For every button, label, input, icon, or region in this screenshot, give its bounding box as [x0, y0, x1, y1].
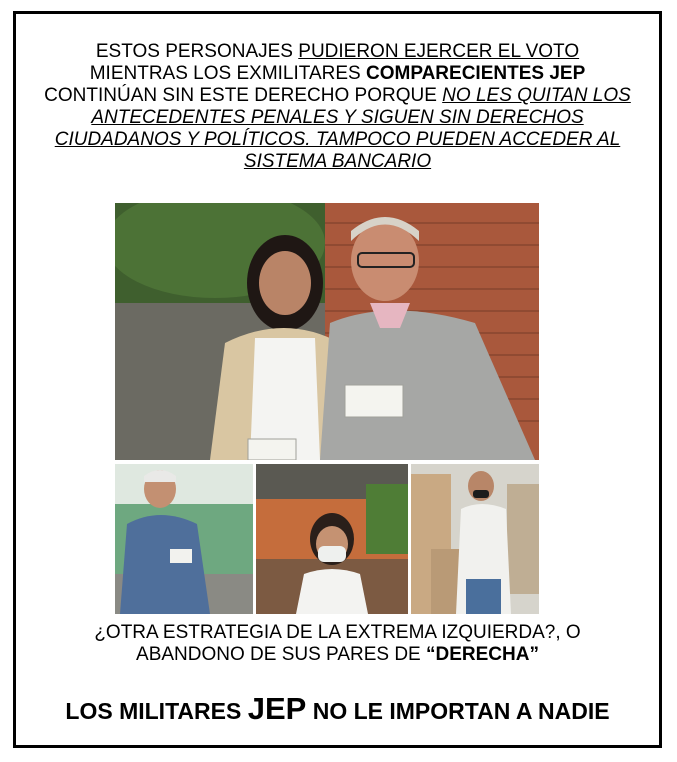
main-photo — [115, 203, 539, 460]
header-text-plain: MIENTRAS LOS EXMILITARES — [89, 63, 366, 84]
header-line-4: ANTECEDENTES PENALES Y SIGUEN SIN DERECHOS — [91, 107, 584, 128]
header-text-plain: CONTINÚAN SIN ESTE DERECHO PORQUE — [44, 85, 443, 106]
header-text-italic: NO LES QUITAN LOS — [442, 85, 631, 106]
header-text-bold: COMPARECIENTES JEP — [366, 63, 586, 84]
photo-man-denim-jacket — [115, 464, 253, 614]
photo-woman-face-mask — [256, 464, 408, 614]
photo-3-illustration — [411, 464, 539, 614]
footer-headline-part-1: LOS MILITARES — [65, 698, 248, 724]
header-text-underlined: PUDIERON EJERCER EL VOTO — [298, 41, 580, 62]
main-photo-illustration — [115, 203, 539, 460]
footer-headline-part-2: NO LE IMPORTAN A NADIE — [306, 698, 610, 724]
header-line-5: CIUDADANOS Y POLÍTICOS. TAMPOCO PUEDEN ACCEDER AL — [54, 129, 621, 150]
photo-1-illustration — [115, 464, 253, 614]
header-line-3 — [32, 85, 643, 107]
footer-headline-jep: JEP — [247, 691, 307, 726]
photo-2-illustration — [256, 464, 408, 614]
footer-question — [32, 622, 643, 666]
footer-headline — [32, 691, 643, 726]
header-text-plain: ESTOS PERSONAJES — [95, 41, 299, 62]
photo-man-voting-booth — [411, 464, 539, 614]
footer-question-line-1: ¿OTRA ESTRATEGIA DE LA EXTREMA IZQUIERDA?, O — [94, 622, 581, 643]
header-line-1 — [32, 41, 643, 63]
footer-question-line-2 — [32, 644, 643, 666]
header-line-2 — [32, 63, 643, 85]
footer-question-bold: “DERECHA” — [426, 644, 539, 665]
header-line-6: SISTEMA BANCARIO — [243, 151, 432, 172]
poster-frame — [13, 11, 662, 748]
footer-question-plain: ABANDONO DE SUS PARES DE — [136, 644, 427, 665]
header-text — [32, 41, 643, 173]
